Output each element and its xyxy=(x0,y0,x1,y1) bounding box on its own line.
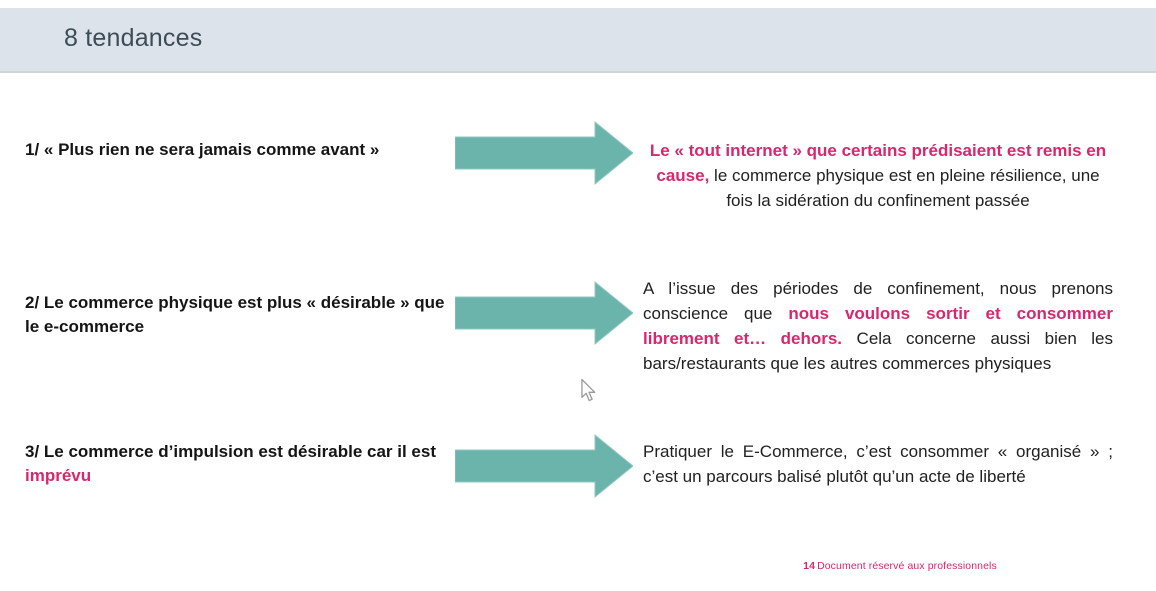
trend-label xyxy=(25,440,455,488)
arrow-right-icon xyxy=(455,433,633,499)
trend-description xyxy=(643,138,1113,213)
slide-title: 8 tendances xyxy=(64,24,203,52)
text-segment: 1/ « Plus rien ne sera jamais comme avant » xyxy=(25,140,380,159)
text-segment: Pratiquer le E-Commerce, c’est consommer « organisé » ; c’est un parcours balisé plutôt qu’un acte de liberté xyxy=(643,442,1113,486)
text-segment: 2/ Le commerce physique est plus « désirable » que le e-commerce xyxy=(25,293,445,336)
slide-title-bar xyxy=(0,8,1156,73)
highlighted-text-segment: imprévu xyxy=(25,466,92,485)
page-number: 14 xyxy=(803,560,816,572)
text-segment: A l’issue des périodes de confinement, nous prenons conscience que xyxy=(643,279,1113,323)
highlighted-text-segment: Le « tout internet » que certains prédisaient est remis en cause, xyxy=(649,141,1107,185)
trend-description xyxy=(643,439,1113,489)
trend-row xyxy=(0,268,1156,383)
footer-label: Document réservé aux professionnels xyxy=(817,560,997,572)
text-segment: le commerce physique est en pleine résilience, une fois la sidération du confinement passée xyxy=(709,166,1100,210)
trend-label xyxy=(25,291,455,339)
arrow-right-icon xyxy=(455,120,633,186)
trend-label xyxy=(25,138,455,162)
trend-row xyxy=(0,430,1156,545)
footer-note xyxy=(690,560,1110,572)
mouse-cursor xyxy=(580,378,597,403)
trend-description xyxy=(643,276,1113,376)
arrow-right-icon xyxy=(455,280,633,346)
text-segment: 3/ Le commerce d’impulsion est désirable car il est xyxy=(25,442,436,461)
text-segment: Cela concerne aussi bien les bars/restaurants que les autres commerces physiques xyxy=(643,329,1114,373)
trend-row xyxy=(0,120,1156,235)
highlighted-text-segment: nous voulons sortir et consommer librement et… dehors. xyxy=(643,304,1113,348)
